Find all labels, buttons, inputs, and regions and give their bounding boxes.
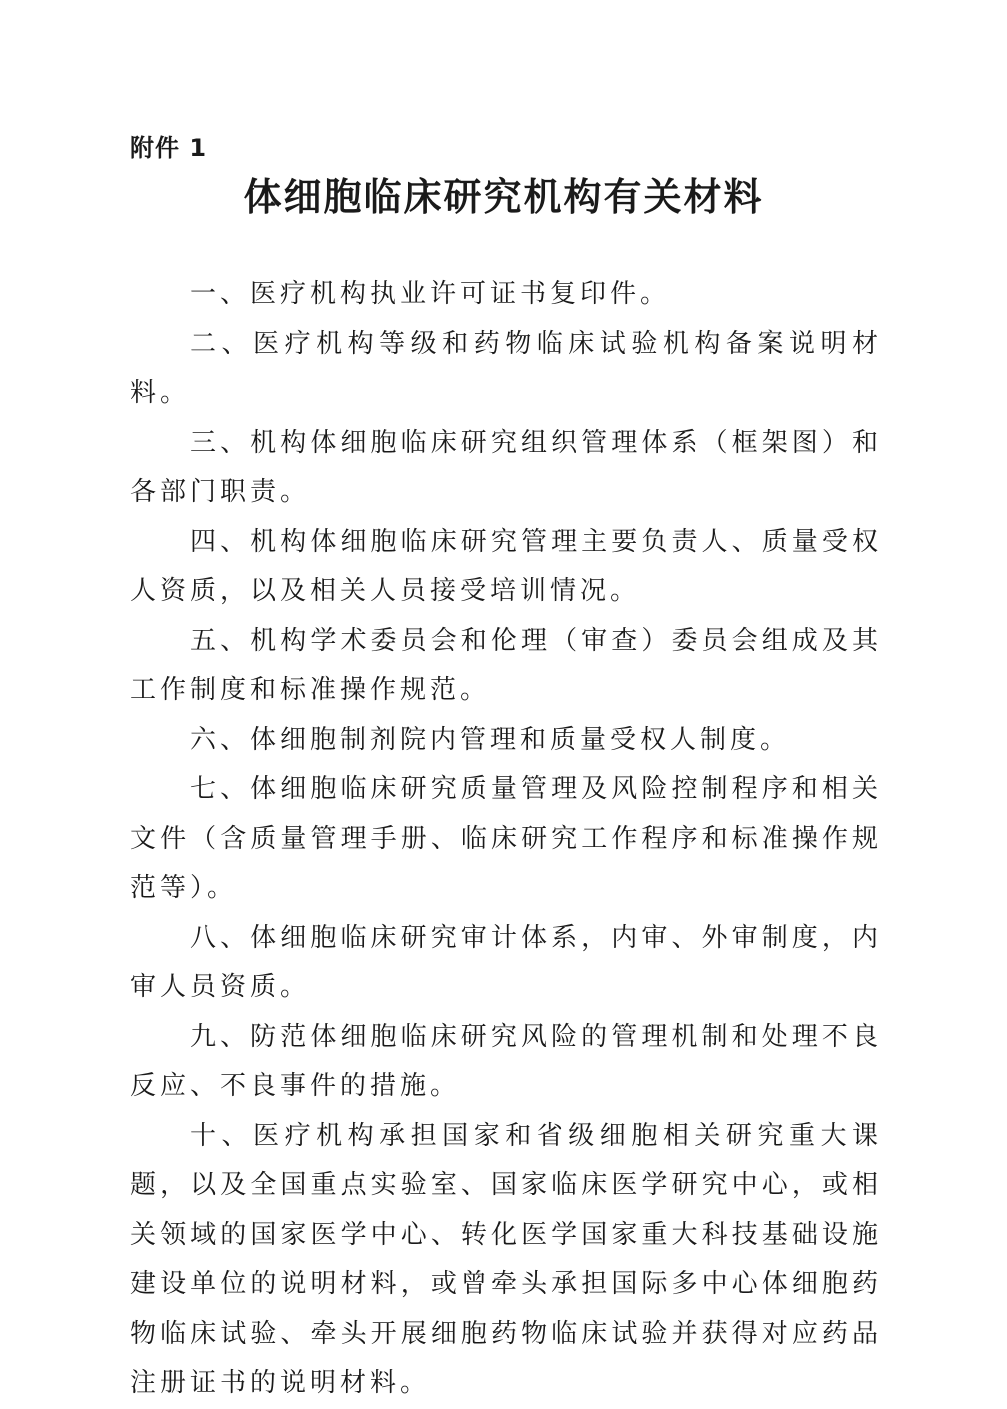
list-item: 五、机构学术委员会和伦理（审查）委员会组成及其工作制度和标准操作规范。 — [130, 625, 882, 705]
list-item: 四、机构体细胞临床研究管理主要负责人、质量受权人资质，以及相关人员接受培训情况。 — [130, 526, 882, 606]
list-item: 七、体细胞临床研究质量管理及风险控制程序和相关文件（含质量管理手册、临床研究工作程序和标准操作规范等）。 — [130, 774, 882, 903]
list-item: 八、体细胞临床研究审计体系，内审、外审制度，内审人员资质。 — [130, 922, 882, 1002]
document-title: 体细胞临床研究机构有关材料 — [243, 175, 764, 219]
list-item: 六、体细胞制剂院内管理和质量受权人制度。 — [190, 724, 791, 755]
list-item: 九、防范体细胞临床研究风险的管理机制和处理不良反应、不良事件的措施。 — [130, 1021, 882, 1101]
attachment-label: 附件 1 — [130, 134, 208, 162]
list-item: 一、医疗机构执业许可证书复印件。 — [190, 279, 671, 309]
list-item: 二、医疗机构等级和药物临床试验机构备案说明材料。 — [130, 328, 882, 408]
list-item: 十、医疗机构承担国家和省级细胞相关研究重大课题，以及全国重点实验室、国家临床医学研究中心，或相关领域的国家医学中心、转化医学国家重大科技基础设施建设单位的说明材料，或曾牵头承担国际多中心体细胞药物临床试验、牵头开展细胞药物临床试验并获得对应药品注册证书的说明材料。 — [130, 1120, 882, 1398]
document-body — [130, 270, 882, 1409]
list-item: 三、机构体细胞临床研究组织管理体系（框架图）和各部门职责。 — [130, 427, 882, 507]
